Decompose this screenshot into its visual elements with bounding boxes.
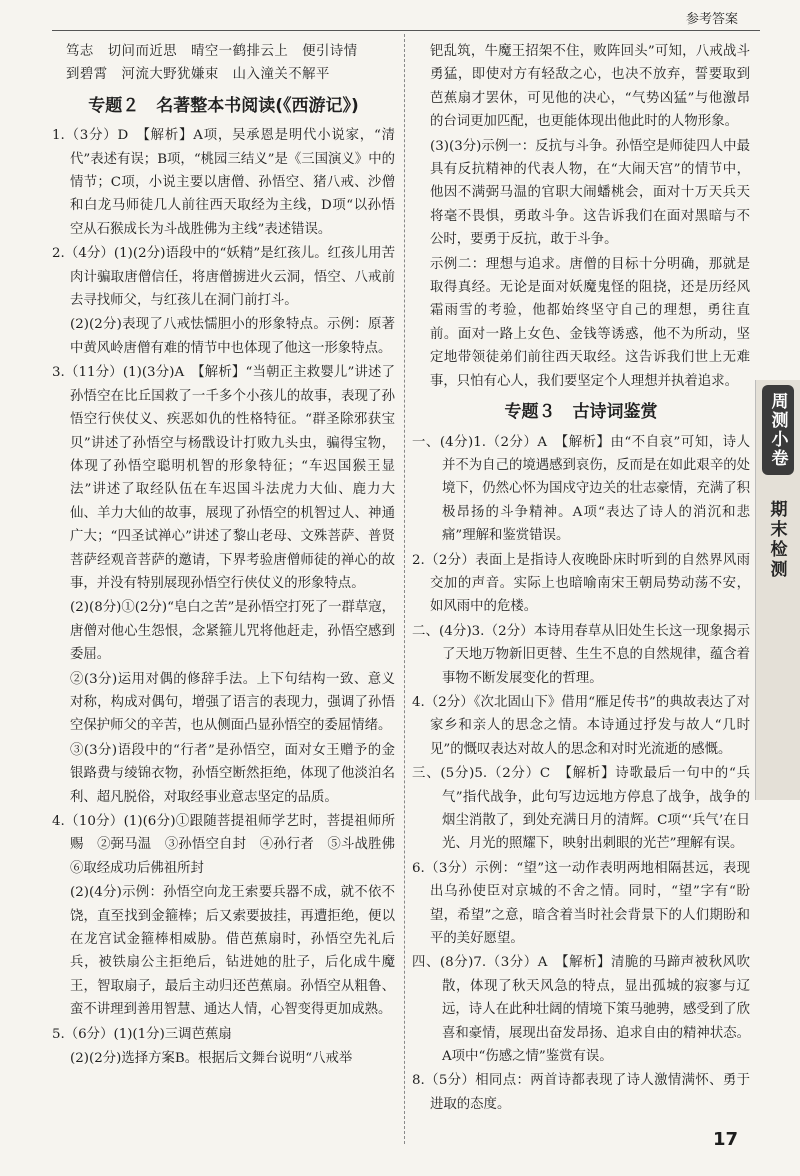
answer-item: 二、(4分)3.（2分）本诗用春草从旧处生长这一现象揭示了天地万物新旧更替、生生不息的自然规律，蕴含着事物不断发展变化的哲理。 xyxy=(412,623,750,686)
answer-item: 4.（10分）(1)(6分)①跟随菩提祖师学艺时，菩提祖师所赐 ②弼马温 ③孙悟空自封 ④孙行者 ⑤斗战胜佛 ⑥取经成功后佛祖所封 xyxy=(52,814,409,876)
answer-item: 四、(8分)7.（3分）A 【解析】清脆的马蹄声被秋风吹散，体现了秋天风急的特点，显出孤城的寂寥与辽远，诗人在此种壮阔的情境下策马驰骋，感受到了欣喜和豪情，展现出奋发昂扬、追求自由的精神状态。A项中“伤感之情”鉴赏有误。 xyxy=(412,955,750,1065)
answer-item: 钯乱筑，牛魔王招架不住，败阵回头”可知，八戒战斗勇猛，即使对方有轻敌之心，也决不放弃，誓要取到芭蕉扇才罢休，可见他的决心，“气势凶猛”与他激昂的台词更加匹配，也更能体现出他此时的人物形象。 xyxy=(430,44,750,130)
answer-item: 示例二：理想与追求。唐僧的目标十分明确，那就是取得真经。无论是面对妖魔鬼怪的阻挠，还是历经风霜雨雪的考验，他都始终坚守自己的理想，勇往直前。面对一路上女色、金钱等诱惑，他不为所动，坚定地带领徒弟们前往西天取经。这告诉我们世上无难事，只怕有心人，我们要坚定个人理想并执着追求。 xyxy=(430,256,750,389)
answer-item: 8.（5分）相同点：两首诗都表现了诗人激情满怀、勇于进取的态度。 xyxy=(412,1073,750,1112)
answer-item: 2.（2分）表面上是指诗人夜晚卧床时听到的自然界风雨交加的声音。实际上也暗喻南宋王朝局势动荡不安，如风雨中的危楼。 xyxy=(412,552,750,615)
section-title: 专题３ 古诗词鉴赏 xyxy=(504,402,658,423)
answer-item: ②(3分)运用对偶的修辞手法。上下句结构一致、意义对称，构成对偶句，增强了语言的表现力，强调了孙悟空保护师父的辛苦，也从侧面凸显孙悟空的委屈情绪。 xyxy=(70,671,395,734)
tab-final-exam: 期末检测 xyxy=(766,500,787,580)
left-column xyxy=(52,40,409,1071)
section-title: 专题２ 名著整本书阅读(《西游记》) xyxy=(88,95,359,116)
poem-line: 到碧霄 河流大野犹嫌束 山入潼关不解平 xyxy=(66,67,330,83)
answer-item: (2)(8分)①(2分)“皂白之苦”是孙悟空打死了一群草寇，唐僧对他心生怨恨，念紧箍儿咒将他赶走，孙悟空感到委屈。 xyxy=(70,600,396,663)
poem-line: 笃志 切问而近思 晴空一鹤排云上 便引诗情 xyxy=(66,44,358,59)
answer-item: 三、(5分)5.（2分）C 【解析】诗歌最后一句中的“兵气”指代战争，此句写边远地方停息了战争，战争的烟尘消散了，到处充满日月的清辉。C项“‘兵气’在日光、月光的照耀下，映射出刺眼的光芒”理解有误。 xyxy=(412,766,750,852)
answer-item: 5.（6分）(1)(1分)三调芭蕉扇 xyxy=(52,1026,232,1042)
top-rule xyxy=(52,30,760,31)
answer-item: ③(3分)语段中的“行者”是孙悟空，面对女王赠予的金银路费与绫锦衣物，孙悟空断然拒绝，体现了他淡泊名利、超凡脱俗，对取经事业意志坚定的品质。 xyxy=(70,742,395,805)
answer-item: (2)(4分)示例：孙悟空向龙王索要兵器不成，就不依不饶，直至找到金箍棒；后又索要披挂，再遭拒绝，便以在龙宫试金箍棒相威胁。借芭蕉扇时，孙悟空先礼后兵，被铁扇公主拒绝后，钻进她的肚子，后化成牛魔王，智取扇子，最后主动归还芭蕉扇。孙悟空从粗鲁、蛮不讲理到善用智慧、通达人情，心智变得更加成熟。 xyxy=(70,885,395,1018)
answer-item: (2)(2分)表现了八戒怯懦胆小的形象特点。示例：原著中黄风岭唐僧有难的情节中也体现了他这一形象特点。 xyxy=(70,317,395,356)
answer-item: 6.（3分）示例：“望”这一动作表明两地相隔甚远，表现出乌孙使臣对京城的不舍之情。同时，“望”字有“盼望，希望”之意，暗含着当时社会背景下的人们期盼和平的美好愿望。 xyxy=(412,860,750,947)
header-label: 参考答案 xyxy=(685,12,738,27)
answer-item: 1.（3分）D 【解析】A项，吴承恩是明代小说家，“清代”表述有误；B项，“桃园三结义”是《三国演义》中的情节；C项，小说主要以唐僧、孙悟空、猪八戒、沙僧和白龙马师徒几人前往西天取经为主线，D项“以孙悟空从石猴成长为斗战胜佛为主线”表述错误。 xyxy=(52,128,395,237)
answer-item: 2.（4分）(1)(2分)语段中的“妖精”是红孩儿。红孩儿用苦肉计骗取唐僧信任，将唐僧掳进火云洞，悟空、八戒前去寻找师父，与红孩儿在洞门前打斗。 xyxy=(52,246,395,309)
tab-weekly-quiz: 周测小卷 xyxy=(762,385,794,475)
page-number: 17 xyxy=(712,1129,738,1150)
answer-item: 4.（2分）《次北固山下》借用“雁足传书”的典故表达了对家乡和亲人的思念之情。本诗通过抒发与故人“几时见”的慨叹表达对故人的思念和对时光流逝的感慨。 xyxy=(412,694,750,757)
answer-item: 一、(4分)1.（2分）A 【解析】由“不自哀”可知，诗人并不为自己的境遇感到哀伤，反而是在如此艰辛的处境下，仍然心怀为国戍守边关的壮志豪情，充满了积极昂扬的斗争精神。A项“表达了诗人的消沉和悲痛”理解和鉴赏错误。 xyxy=(412,434,750,544)
column-divider xyxy=(404,34,405,1144)
answer-item: (2)(2分)选择方案B。根据后文舞台说明“八戒举 xyxy=(70,1051,353,1067)
answer-item: (3)(3分)示例一：反抗与斗争。孙悟空是师徒四人中最具有反抗精神的代表人物，在“大闹天宫”的情节中，他因不满弼马温的官职大闹蟠桃会，面对十万天兵天将毫不畏惧，勇敢斗争。这告诉我们在面对黑暗与不公时，要勇于反抗，敢于斗争。 xyxy=(430,138,750,248)
answer-item: 3.（11分）(1)(3分)A 【解析】“当朝正主救婴儿”讲述了孙悟空在比丘国救了一千多个小孩儿的故事，表现了孙悟空行侠仗义、疾恶如仇的性格特征。“群圣除邪获宝贝”讲述了孙悟空与杨戬设计打败九头虫，骗得宝物，体现了孙悟空聪明机智的形象特征；“车迟国猴王显法”讲述了取经队伍在车迟国斗法虎力大仙、鹿力大仙、羊力大仙的故事，展现了孙悟空的机智过人、神通广大；“四圣试禅心”讲述了黎山老母、文殊菩萨、普贤菩萨经观音菩萨的邀请，下界考验唐僧师徒的禅心的故事，并没有特别展现孙悟空行侠仗义的形象特点。 xyxy=(52,365,395,591)
right-column xyxy=(412,40,750,1117)
